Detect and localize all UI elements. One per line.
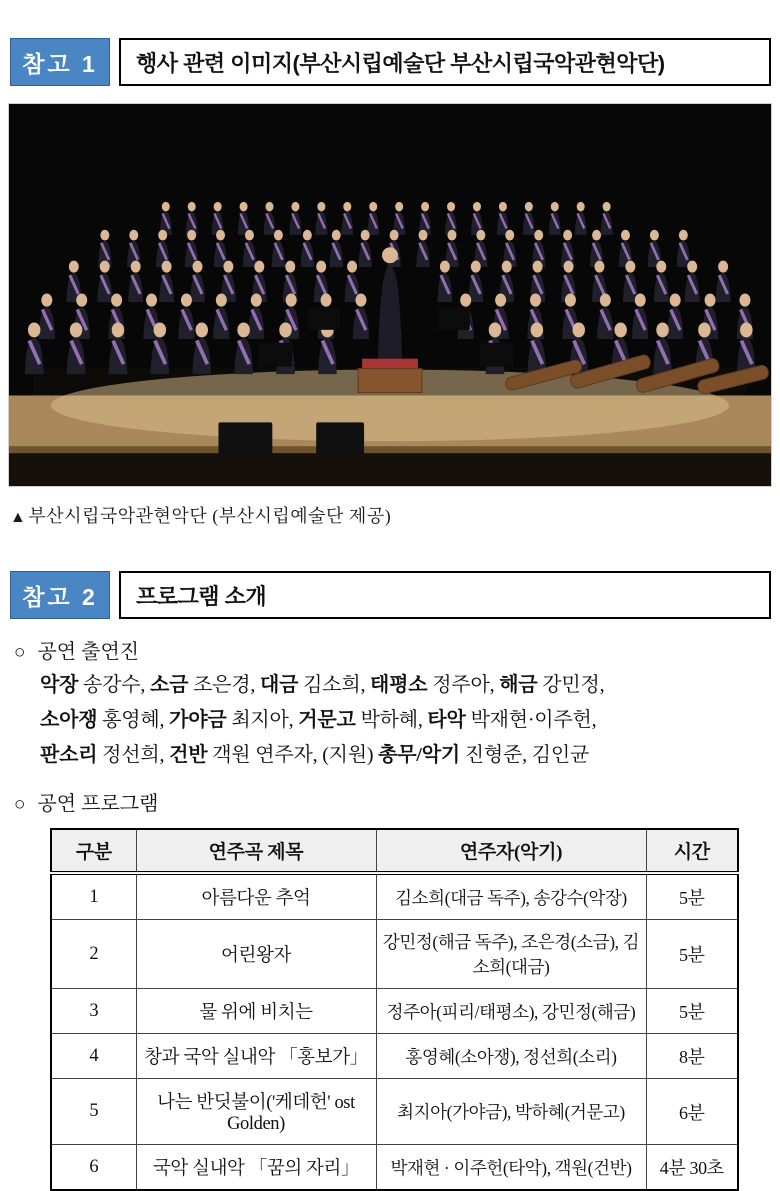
ref2-badge: 참고 2 xyxy=(10,571,110,619)
ref1-badge: 참고 1 xyxy=(10,38,110,86)
table-row: 3 물 위에 비치는 정주아(피리/태평소), 강민정(해금) 5분 xyxy=(51,989,738,1034)
cast-heading-text: 공연 출연진 xyxy=(37,641,140,663)
ref2-title: 프로그램 소개 xyxy=(119,571,771,619)
table-row: 6 국악 실내악 「꿈의 자리」 박재현 · 이주헌(타악), 객원(건반) 4분 30초 xyxy=(51,1145,738,1191)
cast-line: 악장 송강수, 소금 조은경, 대금 김소희, 태평소 정주아, 해금 강민정, xyxy=(40,674,605,696)
cast-line: 소아쟁 홍영혜, 가야금 최지아, 거문고 박하혜, 타악 박재현·이주헌, xyxy=(40,709,597,731)
circle-bullet-icon: ○ xyxy=(14,642,26,663)
photo-caption xyxy=(10,502,780,528)
table-row: 4 창과 국악 실내악 「홍보가」 홍영혜(소아쟁), 정선희(소리) 8분 xyxy=(51,1034,738,1079)
ref2-header xyxy=(10,571,771,619)
cast-heading xyxy=(14,635,780,664)
ref1-title: 행사 관련 이미지(부산시립예술단 부산시립국악관현악단) xyxy=(119,38,771,86)
program-heading xyxy=(14,787,780,816)
ref1-header xyxy=(10,38,771,86)
table-row: 1 아름다운 추억 김소희(대금 독주), 송강수(악장) 5분 xyxy=(51,873,738,920)
photo-caption-text: 부산시립국악관현악단 (부산시립예술단 제공) xyxy=(28,506,392,526)
program-table xyxy=(50,828,739,1191)
orchestra-photo-svg xyxy=(9,104,771,486)
program-heading-text: 공연 프로그램 xyxy=(37,793,159,815)
table-row: 2 어린왕자 강민정(해금 독주), 조은경(소금), 김소희(대금) 5분 xyxy=(51,920,738,989)
stage-front-edge xyxy=(9,453,771,486)
col-header-duration: 시간 xyxy=(646,829,738,873)
col-header-no: 구분 xyxy=(51,829,136,873)
circle-bullet-icon: ○ xyxy=(14,794,26,815)
orchestra-photo xyxy=(8,103,772,487)
cast-line: 판소리 정선희, 건반 객원 연주자, (지원) 총무/악기 진형준, 김인균 xyxy=(40,744,590,766)
table-header-row xyxy=(51,829,738,873)
col-header-title: 연주곡 제목 xyxy=(136,829,376,873)
col-header-performers: 연주자(악기) xyxy=(376,829,646,873)
cast-list xyxy=(40,668,780,773)
table-row: 5 나는 반딧불이('케데헌' ost Golden) 최지아(가야금), 박하혜(거문고) 6분 xyxy=(51,1079,738,1145)
triangle-marker-icon: ▲ xyxy=(10,509,27,526)
